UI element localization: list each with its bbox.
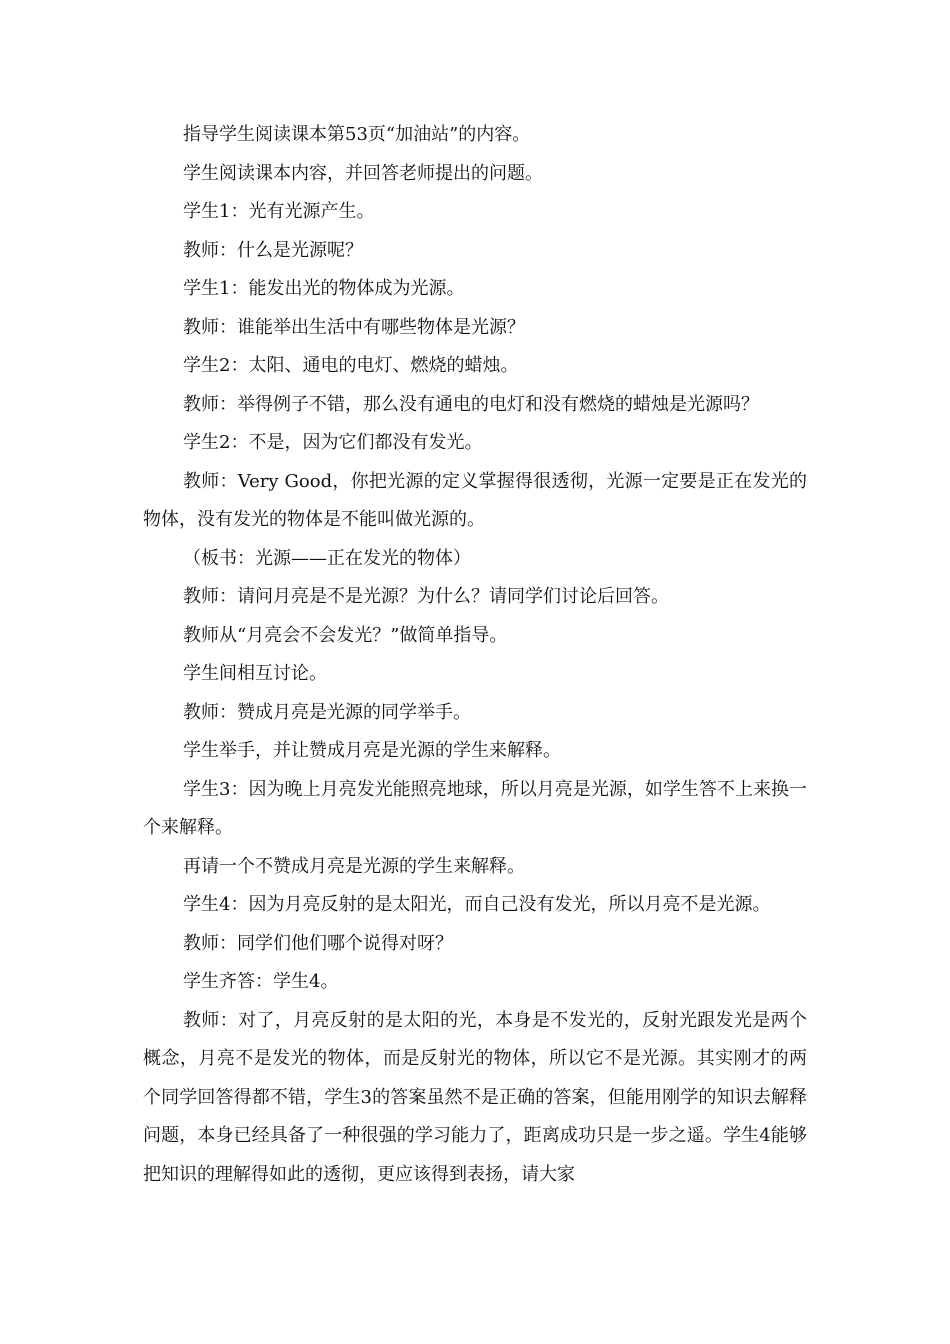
paragraph-15: 教师：赞成月亮是光源的同学举手。	[183, 701, 471, 723]
paragraph-17: 学生3：因为晚上月亮发光能照亮地球，所以月亮是光源，如学生答不上来换一个来解释。	[143, 778, 807, 838]
paragraph-1: 指导学生阅读课本第53页“加油站”的内容。	[183, 124, 531, 145]
paragraph-19: 学生4：因为月亮反射的是太阳光，而自己没有发光，所以月亮不是光源。	[183, 894, 771, 915]
paragraph-11: （板书：光源——正在发光的物体）	[183, 547, 471, 569]
paragraph-18: 再请一个不赞成月亮是光源的学生来解释。	[183, 855, 525, 877]
paragraph-9: 学生2：不是，因为它们都没有发光。	[183, 432, 483, 453]
paragraph-8: 教师：举得例子不错，那么没有通电的电灯和没有燃烧的蜡烛是光源吗？	[183, 393, 759, 415]
paragraph-20: 教师：同学们他们哪个说得对呀？	[183, 932, 453, 954]
paragraph-10: 教师：Very Good，你把光源的定义掌握得很透彻，光源一定要是正在发光的物体，没有发光的物体是不能叫做光源的。	[143, 470, 807, 530]
paragraph-5: 学生1：能发出光的物体成为光源。	[183, 278, 465, 299]
paragraph-6: 教师：谁能举出生活中有哪些物体是光源？	[183, 316, 525, 338]
paragraph-4: 教师：什么是光源呢？	[183, 239, 363, 261]
paragraph-22: 教师：对了，月亮反射的是太阳的光，本身是不发光的，反射光跟发光是两个概念，月亮不是发光的物体，而是反射光的物体，所以它不是光源。其实刚才的两个同学回答得都不错，学生3的答案虽然不是正确的答案，但能用刚学的知识去解释问题，本身已经具备了一种很强的学习能力了，距离成功只是一步之遥。学生4能够把知识的理解得如此的透彻，更应该得到表扬，请大家	[143, 1009, 807, 1185]
paragraph-2: 学生阅读课本内容，并回答老师提出的问题。	[183, 162, 543, 184]
paragraph-13: 教师从“月亮会不会发光？”做简单指导。	[183, 624, 508, 646]
paragraph-21: 学生齐答：学生4。	[183, 971, 339, 992]
document-body	[143, 116, 807, 1194]
paragraph-16: 学生举手，并让赞成月亮是光源的学生来解释。	[183, 740, 561, 761]
paragraph-7: 学生2：太阳、通电的电灯、燃烧的蜡烛。	[183, 355, 519, 376]
paragraph-14: 学生间相互讨论。	[183, 663, 327, 684]
paragraph-12: 教师：请问月亮是不是光源？为什么？请同学们讨论后回答。	[183, 586, 669, 607]
paragraph-3: 学生1：光有光源产生。	[183, 201, 375, 222]
